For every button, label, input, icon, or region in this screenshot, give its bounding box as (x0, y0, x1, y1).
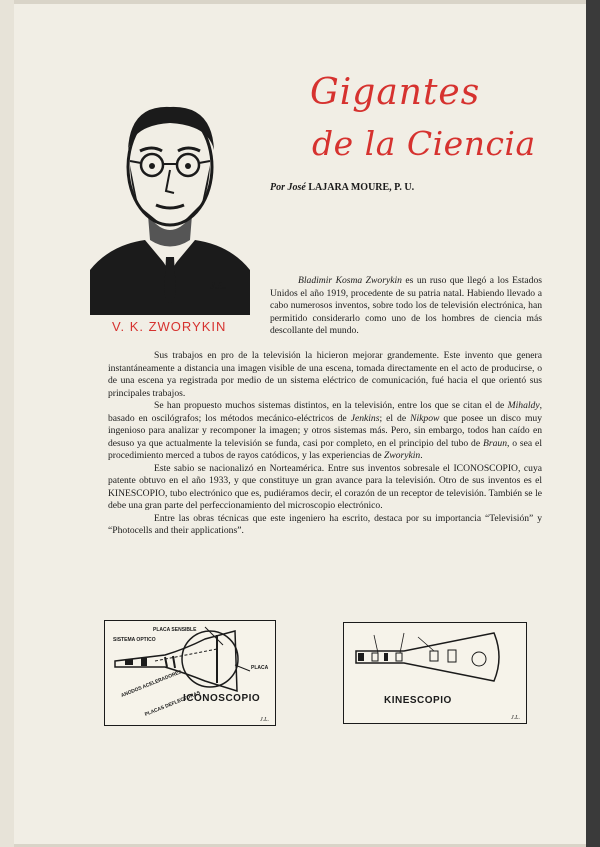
p3-text-e: , o sea el procedimiento merced a tubos de rayos catódicos, y las experiencias de (108, 437, 542, 461)
paragraph-4: Este sabio se nacionalizó en Norteamérica. Entre sus inventos sobresale el ICONOSCOPIO, cuya patente obtuvo en el año 1933, y que constituye un gran avance para la televisión. Otro de sus inventos es el KINESCOPIO, tubo electrónico que es, pudiéramos decir, el corazón de un receptor de televisión. También se le debe una gran parte del perfeccionamiento del microscopio electrónico. (108, 462, 542, 511)
p3-mihaldy: Mihaldy (507, 400, 540, 411)
byline-author: LAJARA MOURE, P. U. (308, 182, 415, 193)
p3-text-d: que posee un disco muy ingenioso para analizar y recomponer la imagen; y otros sistemas más. Pero, sin embargo, todos han caído en desuso ya que actualmente la televisión se funda, casi por completo, en el principio del tubo de (108, 412, 543, 449)
p3-braun: Braun (483, 437, 507, 449)
paragraph-2: Sus trabajos en pro de la televisión la hicieron mejorar grandemente. Este invento que genera instantáneamente a distancia una imagen visible de una escena, tomada directamente en el acto de producirse, o de una escena ya registrada por medio de un sistema eléctrico de comunicación, fué hacia el que orientó sus principales trabajos. (108, 350, 542, 399)
p3-zworykin: Zworykin (383, 450, 421, 461)
label-anodos: ANODOS ACELERADORES (120, 669, 183, 699)
label-placa-sensible: PLACA SENSIBLE (153, 627, 197, 633)
p3-jenkins: Jenkins (350, 412, 380, 424)
kinescope-diagram (344, 623, 526, 723)
intro-name: Bladimir Kosma Zworykin (298, 275, 402, 286)
p3-text-b: , basado en oscilógrafos; los métodos mecánico-eléctricos de (108, 400, 542, 424)
intro-text: es un ruso que llegó a los Estados Unidos el año 1919, procedente de su patria natal. Habiendo llevado a cabo numerosos inventos, sobre todo los de televisión electrónica, han permitido considerarlo como uno de los hombres de ciencia más descollante del mundo. (270, 275, 542, 336)
article-body (108, 350, 542, 538)
byline (270, 182, 414, 193)
iconoscope-label: ICONOSCOPIO (183, 693, 261, 704)
label-placa: PLACA (251, 665, 269, 671)
figure2-signature: J.L. (511, 715, 520, 721)
title-line-2: de la Ciencia (312, 124, 536, 163)
kinescope-figure (343, 622, 527, 724)
paragraph-3 (108, 400, 542, 463)
p3-text-f: . (420, 450, 423, 461)
paragraph-5: Entre las obras técnicas que este ingeniero ha escrito, destaca por su importancia “Televisión” y “Photocells and their applications”. (108, 512, 542, 536)
p3-text-c: ; el de (379, 412, 411, 424)
p3-nikpow: Nikpow (410, 412, 440, 424)
title-line-1: Gigantes (310, 72, 481, 113)
intro-paragraph (270, 275, 542, 338)
p3-text-a: Se han propuesto muchos sistemas distintos, en la televisión, entre los que se citan el de (154, 400, 508, 411)
byline-prefix: Por José (270, 182, 306, 193)
figure1-signature: J.L. (260, 717, 269, 723)
label-sistema-optico: SISTEMA OPTICO (113, 637, 156, 643)
portrait-illustration (90, 95, 250, 315)
portrait-signature: J.L. (210, 281, 227, 292)
portrait-caption: V. K. ZWORYKIN (112, 319, 227, 334)
page-right-edge (586, 0, 600, 847)
page-left-margin (0, 0, 14, 847)
kinescope-label: KINESCOPIO (384, 695, 452, 706)
label-placas-deflectoras: PLACAS DEFLECTORAS (144, 690, 202, 718)
iconoscope-figure (104, 620, 276, 726)
